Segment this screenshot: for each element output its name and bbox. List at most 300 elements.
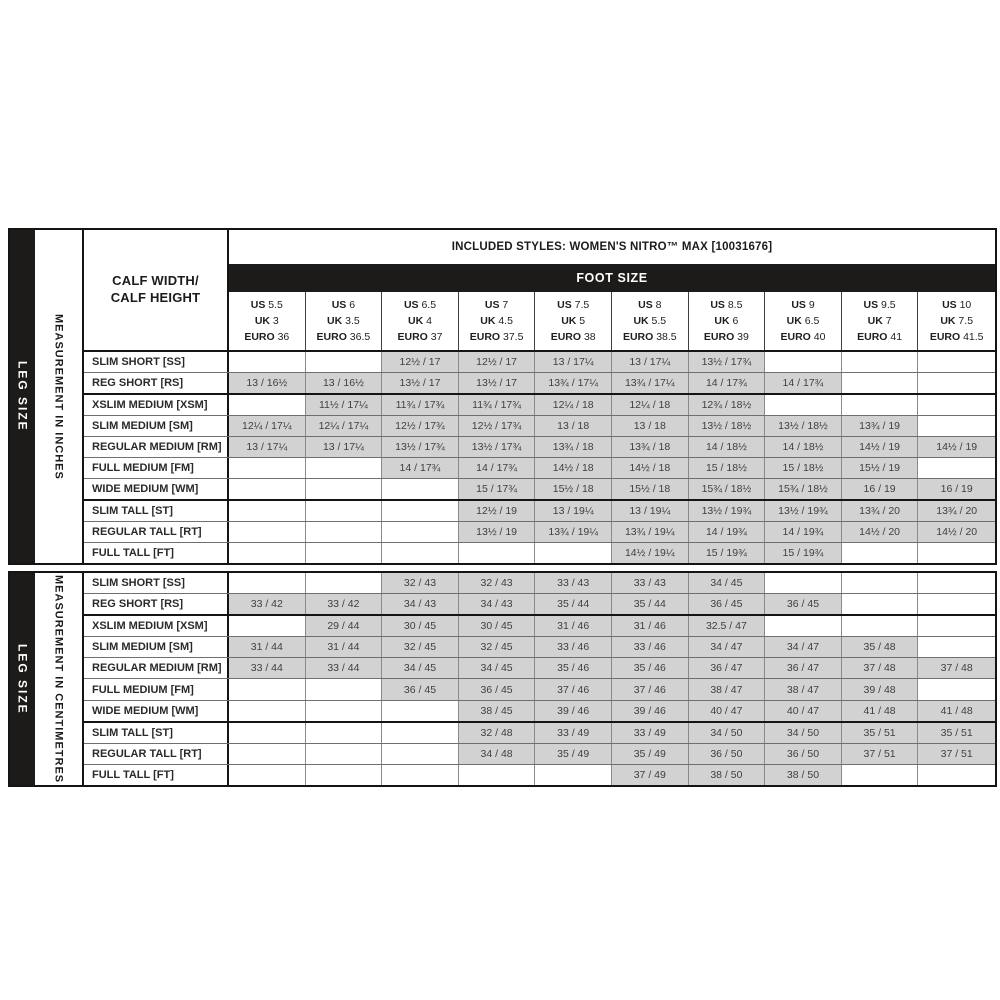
size-value-cell: 35 / 49: [612, 744, 689, 764]
foot-size-header-cell: [918, 292, 995, 350]
size-value-cell: 14½ / 19: [842, 437, 919, 457]
empty-cell: [918, 679, 995, 699]
foot-size-line: EURO 38.5: [622, 331, 677, 344]
size-value-cell: 13 / 18: [612, 416, 689, 436]
size-value-cell: 36 / 45: [382, 679, 459, 699]
size-value-cell: 15 / 19¾: [689, 543, 766, 563]
size-value-cell: 32 / 43: [382, 573, 459, 593]
size-value-cell: 13½ / 19¾: [765, 501, 842, 521]
empty-cell: [306, 679, 383, 699]
size-value-cell: 16 / 19: [842, 479, 919, 499]
size-value-cell: 33 / 49: [612, 723, 689, 743]
size-value-cell: 13½ / 17¾: [459, 437, 536, 457]
size-value-cell: 15¾ / 18½: [765, 479, 842, 499]
size-value-cell: 12½ / 19: [459, 501, 536, 521]
leg-size-bar-inches: [10, 230, 35, 563]
empty-cell: [229, 352, 306, 372]
size-value-cell: 36 / 45: [765, 594, 842, 614]
row-label: WIDE MEDIUM [WM]: [84, 701, 229, 721]
size-value-cell: 30 / 45: [382, 616, 459, 636]
foot-size-line: US 8: [638, 298, 662, 311]
empty-cell: [842, 573, 919, 593]
foot-size-line: US 9.5: [863, 298, 896, 311]
table-row: [84, 637, 995, 658]
foot-size-line: EURO 36.5: [316, 331, 371, 344]
row-label: REG SHORT [RS]: [84, 594, 229, 614]
size-value-cell: 33 / 43: [535, 573, 612, 593]
empty-cell: [535, 765, 612, 785]
empty-cell: [382, 765, 459, 785]
size-value-cell: 33 / 42: [306, 594, 383, 614]
size-value-cell: 35 / 44: [535, 594, 612, 614]
foot-size-line: UK 5: [561, 314, 586, 327]
empty-cell: [918, 637, 995, 657]
empty-cell: [842, 373, 919, 393]
table-row: [84, 723, 995, 744]
size-value-cell: 14 / 18½: [689, 437, 766, 457]
size-value-cell: 40 / 47: [765, 701, 842, 721]
size-value-cell: 14 / 19¾: [765, 522, 842, 542]
size-value-cell: 38 / 50: [689, 765, 766, 785]
size-value-cell: 31 / 44: [306, 637, 383, 657]
table-row: [84, 658, 995, 679]
size-value-cell: 30 / 45: [459, 616, 536, 636]
empty-cell: [842, 616, 919, 636]
empty-cell: [765, 573, 842, 593]
leg-size-bar-cm: [10, 573, 35, 785]
table-row: [84, 543, 995, 563]
foot-size-header-cell: [306, 292, 383, 350]
foot-size-line: EURO 36: [244, 331, 290, 344]
size-value-cell: 32 / 48: [459, 723, 536, 743]
size-value-cell: 15½ / 18: [612, 479, 689, 499]
size-value-cell: 14 / 17¾: [765, 373, 842, 393]
size-value-cell: 13 / 16½: [306, 373, 383, 393]
foot-size-line: US 6.5: [403, 298, 437, 311]
size-value-cell: 38 / 47: [689, 679, 766, 699]
table-row: [84, 594, 995, 616]
foot-size-header-cell: [459, 292, 536, 350]
foot-size-line: EURO 37.5: [469, 331, 524, 344]
empty-cell: [918, 765, 995, 785]
empty-cell: [229, 543, 306, 563]
size-value-cell: 13 / 19¼: [612, 501, 689, 521]
foot-size-line: UK 6: [714, 314, 739, 327]
size-value-cell: 14½ / 18: [612, 458, 689, 478]
row-label: WIDE MEDIUM [WM]: [84, 479, 229, 499]
empty-cell: [918, 395, 995, 415]
size-value-cell: 32 / 43: [459, 573, 536, 593]
row-label: REG SHORT [RS]: [84, 373, 229, 393]
size-value-cell: 33 / 49: [535, 723, 612, 743]
size-value-cell: 36 / 45: [689, 594, 766, 614]
size-value-cell: 11½ / 17¼: [306, 395, 383, 415]
size-value-cell: 12½ / 17¾: [459, 416, 536, 436]
foot-size-line: UK 6.5: [786, 314, 820, 327]
empty-cell: [229, 479, 306, 499]
row-label: FULL MEDIUM [FM]: [84, 458, 229, 478]
size-value-cell: 37 / 46: [535, 679, 612, 699]
foot-size-columns: [229, 292, 995, 350]
size-value-cell: 32 / 45: [382, 637, 459, 657]
row-label: XSLIM MEDIUM [XSM]: [84, 616, 229, 636]
size-value-cell: 31 / 46: [535, 616, 612, 636]
size-value-cell: 33 / 44: [229, 658, 306, 678]
inches-table: [8, 228, 997, 565]
size-value-cell: 41 / 48: [842, 701, 919, 721]
size-value-cell: 34 / 50: [765, 723, 842, 743]
size-value-cell: 12¾ / 18½: [689, 395, 766, 415]
cm-table-main: [82, 573, 995, 785]
size-value-cell: 13¾ / 17¼: [612, 373, 689, 393]
size-value-cell: 14 / 17¾: [459, 458, 536, 478]
foot-size-line: UK 3.5: [327, 314, 360, 327]
size-value-cell: 34 / 48: [459, 744, 536, 764]
row-label: XSLIM MEDIUM [XSM]: [84, 395, 229, 415]
cm-table: [8, 571, 997, 787]
row-label: FULL TALL [FT]: [84, 543, 229, 563]
row-label: SLIM MEDIUM [SM]: [84, 416, 229, 436]
foot-size-line: UK 4: [408, 314, 432, 327]
size-value-cell: 13¾ / 19: [842, 416, 919, 436]
size-value-cell: 11¾ / 17¾: [382, 395, 459, 415]
row-label: FULL TALL [FT]: [84, 765, 229, 785]
size-value-cell: 13¾ / 20: [842, 501, 919, 521]
size-value-cell: 13 / 17¼: [229, 437, 306, 457]
empty-cell: [918, 543, 995, 563]
table-row: [84, 765, 995, 785]
size-value-cell: 13 / 17¼: [535, 352, 612, 372]
empty-cell: [229, 723, 306, 743]
empty-cell: [459, 765, 536, 785]
foot-size-line: US 7.5: [557, 298, 590, 311]
foot-size-line: US 9: [791, 298, 815, 311]
empty-cell: [229, 395, 306, 415]
foot-size-line: US 8.5: [710, 298, 743, 311]
size-value-cell: 13¾ / 19¼: [535, 522, 612, 542]
table-row: [84, 522, 995, 543]
included-styles-title: INCLUDED STYLES: WOMEN'S NITRO™ MAX [10031676]: [451, 241, 773, 253]
size-value-cell: 29 / 44: [306, 616, 383, 636]
size-value-cell: 37 / 51: [842, 744, 919, 764]
empty-cell: [306, 479, 383, 499]
size-value-cell: 34 / 43: [459, 594, 536, 614]
foot-size-header-cell: [765, 292, 842, 350]
empty-cell: [918, 616, 995, 636]
row-label: SLIM SHORT [SS]: [84, 573, 229, 593]
size-value-cell: 39 / 48: [842, 679, 919, 699]
size-value-cell: 31 / 44: [229, 637, 306, 657]
empty-cell: [382, 543, 459, 563]
measurement-in-centimetres-label: MEASUREMENT IN CENTIMETRES: [52, 574, 65, 784]
row-label: SLIM MEDIUM [SM]: [84, 637, 229, 657]
empty-cell: [382, 479, 459, 499]
size-value-cell: 33 / 46: [535, 637, 612, 657]
size-value-cell: 14 / 17¾: [689, 373, 766, 393]
size-value-cell: 33 / 44: [306, 658, 383, 678]
size-value-cell: 16 / 19: [918, 479, 995, 499]
size-value-cell: 15½ / 18: [535, 479, 612, 499]
size-value-cell: 33 / 42: [229, 594, 306, 614]
foot-size-line: UK 7: [867, 314, 892, 327]
size-value-cell: 14½ / 19: [918, 437, 995, 457]
table-row: [84, 501, 995, 522]
size-value-cell: 37 / 48: [918, 658, 995, 678]
size-value-cell: 36 / 47: [689, 658, 766, 678]
empty-cell: [306, 543, 383, 563]
size-value-cell: 13 / 17¼: [612, 352, 689, 372]
measurement-in-inches-label: MEASUREMENT IN INCHES: [52, 313, 65, 480]
row-label: SLIM SHORT [SS]: [84, 352, 229, 372]
foot-size-bar: FOOT SIZE: [229, 264, 995, 292]
size-value-cell: 37 / 46: [612, 679, 689, 699]
foot-size-line: EURO 38: [550, 331, 596, 344]
size-value-cell: 13 / 17¼: [306, 437, 383, 457]
foot-size-line: US 10: [942, 298, 972, 311]
size-value-cell: 34 / 45: [382, 658, 459, 678]
row-label: REGULAR MEDIUM [RM]: [84, 437, 229, 457]
size-value-cell: 34 / 43: [382, 594, 459, 614]
foot-size-line: UK 4.5: [480, 314, 513, 327]
foot-size-line: EURO 40: [780, 331, 826, 344]
measurement-column-inches: [35, 230, 82, 563]
size-value-cell: 15 / 18½: [765, 458, 842, 478]
empty-cell: [229, 573, 306, 593]
size-value-cell: 13¾ / 18: [535, 437, 612, 457]
size-value-cell: 36 / 47: [765, 658, 842, 678]
size-value-cell: 13½ / 17: [459, 373, 536, 393]
size-value-cell: 36 / 50: [689, 744, 766, 764]
size-value-cell: 34 / 47: [689, 637, 766, 657]
size-value-cell: 35 / 48: [842, 637, 919, 657]
size-value-cell: 13¾ / 17¼: [535, 373, 612, 393]
empty-cell: [229, 522, 306, 542]
empty-cell: [306, 501, 383, 521]
size-value-cell: 35 / 51: [918, 723, 995, 743]
size-value-cell: 14½ / 20: [918, 522, 995, 542]
row-label: FULL MEDIUM [FM]: [84, 679, 229, 699]
size-value-cell: 13 / 18: [535, 416, 612, 436]
empty-cell: [382, 701, 459, 721]
row-label: SLIM TALL [ST]: [84, 723, 229, 743]
size-value-cell: 15¾ / 18½: [689, 479, 766, 499]
size-value-cell: 37 / 48: [842, 658, 919, 678]
size-value-cell: 39 / 46: [612, 701, 689, 721]
foot-size-line: UK 7.5: [940, 314, 974, 327]
row-label: REGULAR TALL [RT]: [84, 522, 229, 542]
table-row: [84, 744, 995, 765]
size-value-cell: 15 / 17¾: [459, 479, 536, 499]
table-row: [84, 395, 995, 416]
size-value-cell: 12¼ / 18: [612, 395, 689, 415]
foot-size-line: UK 5.5: [633, 314, 667, 327]
calf-header-line1: CALF WIDTH/: [112, 273, 199, 289]
size-value-cell: 34 / 47: [765, 637, 842, 657]
empty-cell: [306, 573, 383, 593]
inches-table-main: [82, 230, 995, 563]
size-value-cell: 32 / 45: [459, 637, 536, 657]
empty-cell: [535, 543, 612, 563]
size-value-cell: 34 / 45: [459, 658, 536, 678]
row-label: REGULAR TALL [RT]: [84, 744, 229, 764]
size-value-cell: 37 / 51: [918, 744, 995, 764]
inches-rows: [84, 352, 995, 563]
size-value-cell: 35 / 49: [535, 744, 612, 764]
table-row: [84, 416, 995, 437]
foot-size-line: US 6: [331, 298, 356, 311]
foot-size-line: US 5.5: [250, 298, 283, 311]
table-row: [84, 616, 995, 637]
foot-size-line: EURO 41: [857, 331, 903, 344]
size-value-cell: 11¾ / 17¾: [459, 395, 536, 415]
empty-cell: [229, 616, 306, 636]
size-value-cell: 13½ / 18½: [689, 416, 766, 436]
empty-cell: [918, 458, 995, 478]
size-value-cell: 35 / 51: [842, 723, 919, 743]
table-row: [84, 679, 995, 700]
size-value-cell: 13½ / 19: [459, 522, 536, 542]
empty-cell: [842, 765, 919, 785]
table-row: [84, 479, 995, 501]
measurement-column-cm: [35, 573, 82, 785]
foot-size-header-area: [229, 230, 995, 350]
leg-size-label: LEG SIZE: [15, 643, 30, 715]
empty-cell: [306, 522, 383, 542]
empty-cell: [229, 679, 306, 699]
empty-cell: [306, 723, 383, 743]
empty-cell: [918, 573, 995, 593]
calf-header-line2: CALF HEIGHT: [110, 290, 201, 305]
row-label: REGULAR MEDIUM [RM]: [84, 658, 229, 678]
size-value-cell: 13¾ / 18: [612, 437, 689, 457]
calf-width-height-header: [84, 230, 229, 350]
empty-cell: [229, 501, 306, 521]
foot-size-line: EURO 39: [703, 331, 749, 344]
empty-cell: [842, 395, 919, 415]
empty-cell: [306, 744, 383, 764]
empty-cell: [765, 616, 842, 636]
size-value-cell: 13½ / 17¾: [689, 352, 766, 372]
size-value-cell: 12¼ / 18: [535, 395, 612, 415]
empty-cell: [765, 395, 842, 415]
size-value-cell: 14½ / 18: [535, 458, 612, 478]
empty-cell: [382, 522, 459, 542]
empty-cell: [382, 723, 459, 743]
size-value-cell: 36 / 45: [459, 679, 536, 699]
table-row: [84, 458, 995, 479]
empty-cell: [459, 543, 536, 563]
foot-size-header-cell: [842, 292, 919, 350]
size-value-cell: 41 / 48: [918, 701, 995, 721]
size-value-cell: 15 / 18½: [689, 458, 766, 478]
foot-size-header-cell: [535, 292, 612, 350]
table-row: [84, 352, 995, 373]
empty-cell: [842, 352, 919, 372]
size-value-cell: 14 / 18½: [765, 437, 842, 457]
empty-cell: [842, 594, 919, 614]
table-row: [84, 437, 995, 458]
foot-size-header-cell: [612, 292, 689, 350]
size-value-cell: 13½ / 18½: [765, 416, 842, 436]
size-value-cell: 35 / 44: [612, 594, 689, 614]
size-value-cell: 12½ / 17: [382, 352, 459, 372]
size-value-cell: 13½ / 17: [382, 373, 459, 393]
empty-cell: [382, 501, 459, 521]
empty-cell: [918, 352, 995, 372]
empty-cell: [382, 744, 459, 764]
foot-size-line: US 7: [484, 298, 509, 311]
size-value-cell: 13¾ / 19¼: [612, 522, 689, 542]
size-value-cell: 33 / 43: [612, 573, 689, 593]
empty-cell: [229, 458, 306, 478]
size-value-cell: 13½ / 19¾: [689, 501, 766, 521]
size-value-cell: 38 / 50: [765, 765, 842, 785]
empty-cell: [229, 744, 306, 764]
size-value-cell: 34 / 45: [689, 573, 766, 593]
leg-size-label: LEG SIZE: [15, 361, 30, 432]
size-value-cell: 12½ / 17: [459, 352, 536, 372]
size-value-cell: 15½ / 19: [842, 458, 919, 478]
size-value-cell: 13½ / 17¾: [382, 437, 459, 457]
empty-cell: [229, 701, 306, 721]
size-value-cell: 38 / 45: [459, 701, 536, 721]
size-value-cell: 33 / 46: [612, 637, 689, 657]
size-value-cell: 14½ / 19¼: [612, 543, 689, 563]
size-value-cell: 15 / 19¾: [765, 543, 842, 563]
empty-cell: [306, 458, 383, 478]
empty-cell: [842, 543, 919, 563]
size-value-cell: 14½ / 20: [842, 522, 919, 542]
size-value-cell: 31 / 46: [612, 616, 689, 636]
empty-cell: [918, 416, 995, 436]
empty-cell: [918, 373, 995, 393]
size-value-cell: 35 / 46: [535, 658, 612, 678]
table-row: [84, 373, 995, 395]
empty-cell: [765, 352, 842, 372]
empty-cell: [306, 765, 383, 785]
table-row: [84, 573, 995, 594]
inches-table-header: [84, 230, 995, 352]
empty-cell: [918, 594, 995, 614]
empty-cell: [306, 352, 383, 372]
size-value-cell: 34 / 50: [689, 723, 766, 743]
size-value-cell: 13¾ / 20: [918, 501, 995, 521]
foot-size-line: EURO 37: [397, 331, 443, 344]
size-value-cell: 14 / 19¾: [689, 522, 766, 542]
foot-size-header-cell: [689, 292, 766, 350]
size-value-cell: 13 / 16½: [229, 373, 306, 393]
cm-rows: [84, 573, 995, 785]
size-value-cell: 12¼ / 17¼: [306, 416, 383, 436]
size-value-cell: 37 / 49: [612, 765, 689, 785]
empty-cell: [229, 765, 306, 785]
size-value-cell: 38 / 47: [765, 679, 842, 699]
foot-size-line: UK 3: [254, 314, 279, 327]
size-value-cell: 14 / 17¾: [382, 458, 459, 478]
table-row: [84, 701, 995, 723]
size-value-cell: 39 / 46: [535, 701, 612, 721]
size-value-cell: 40 / 47: [689, 701, 766, 721]
size-value-cell: 35 / 46: [612, 658, 689, 678]
row-label: SLIM TALL [ST]: [84, 501, 229, 521]
empty-cell: [306, 701, 383, 721]
size-value-cell: 32.5 / 47: [689, 616, 766, 636]
foot-size-line: EURO 41.5: [929, 331, 984, 344]
foot-size-header-cell: [229, 292, 306, 350]
size-value-cell: 13 / 19¼: [535, 501, 612, 521]
size-value-cell: 36 / 50: [765, 744, 842, 764]
foot-size-header-cell: [382, 292, 459, 350]
